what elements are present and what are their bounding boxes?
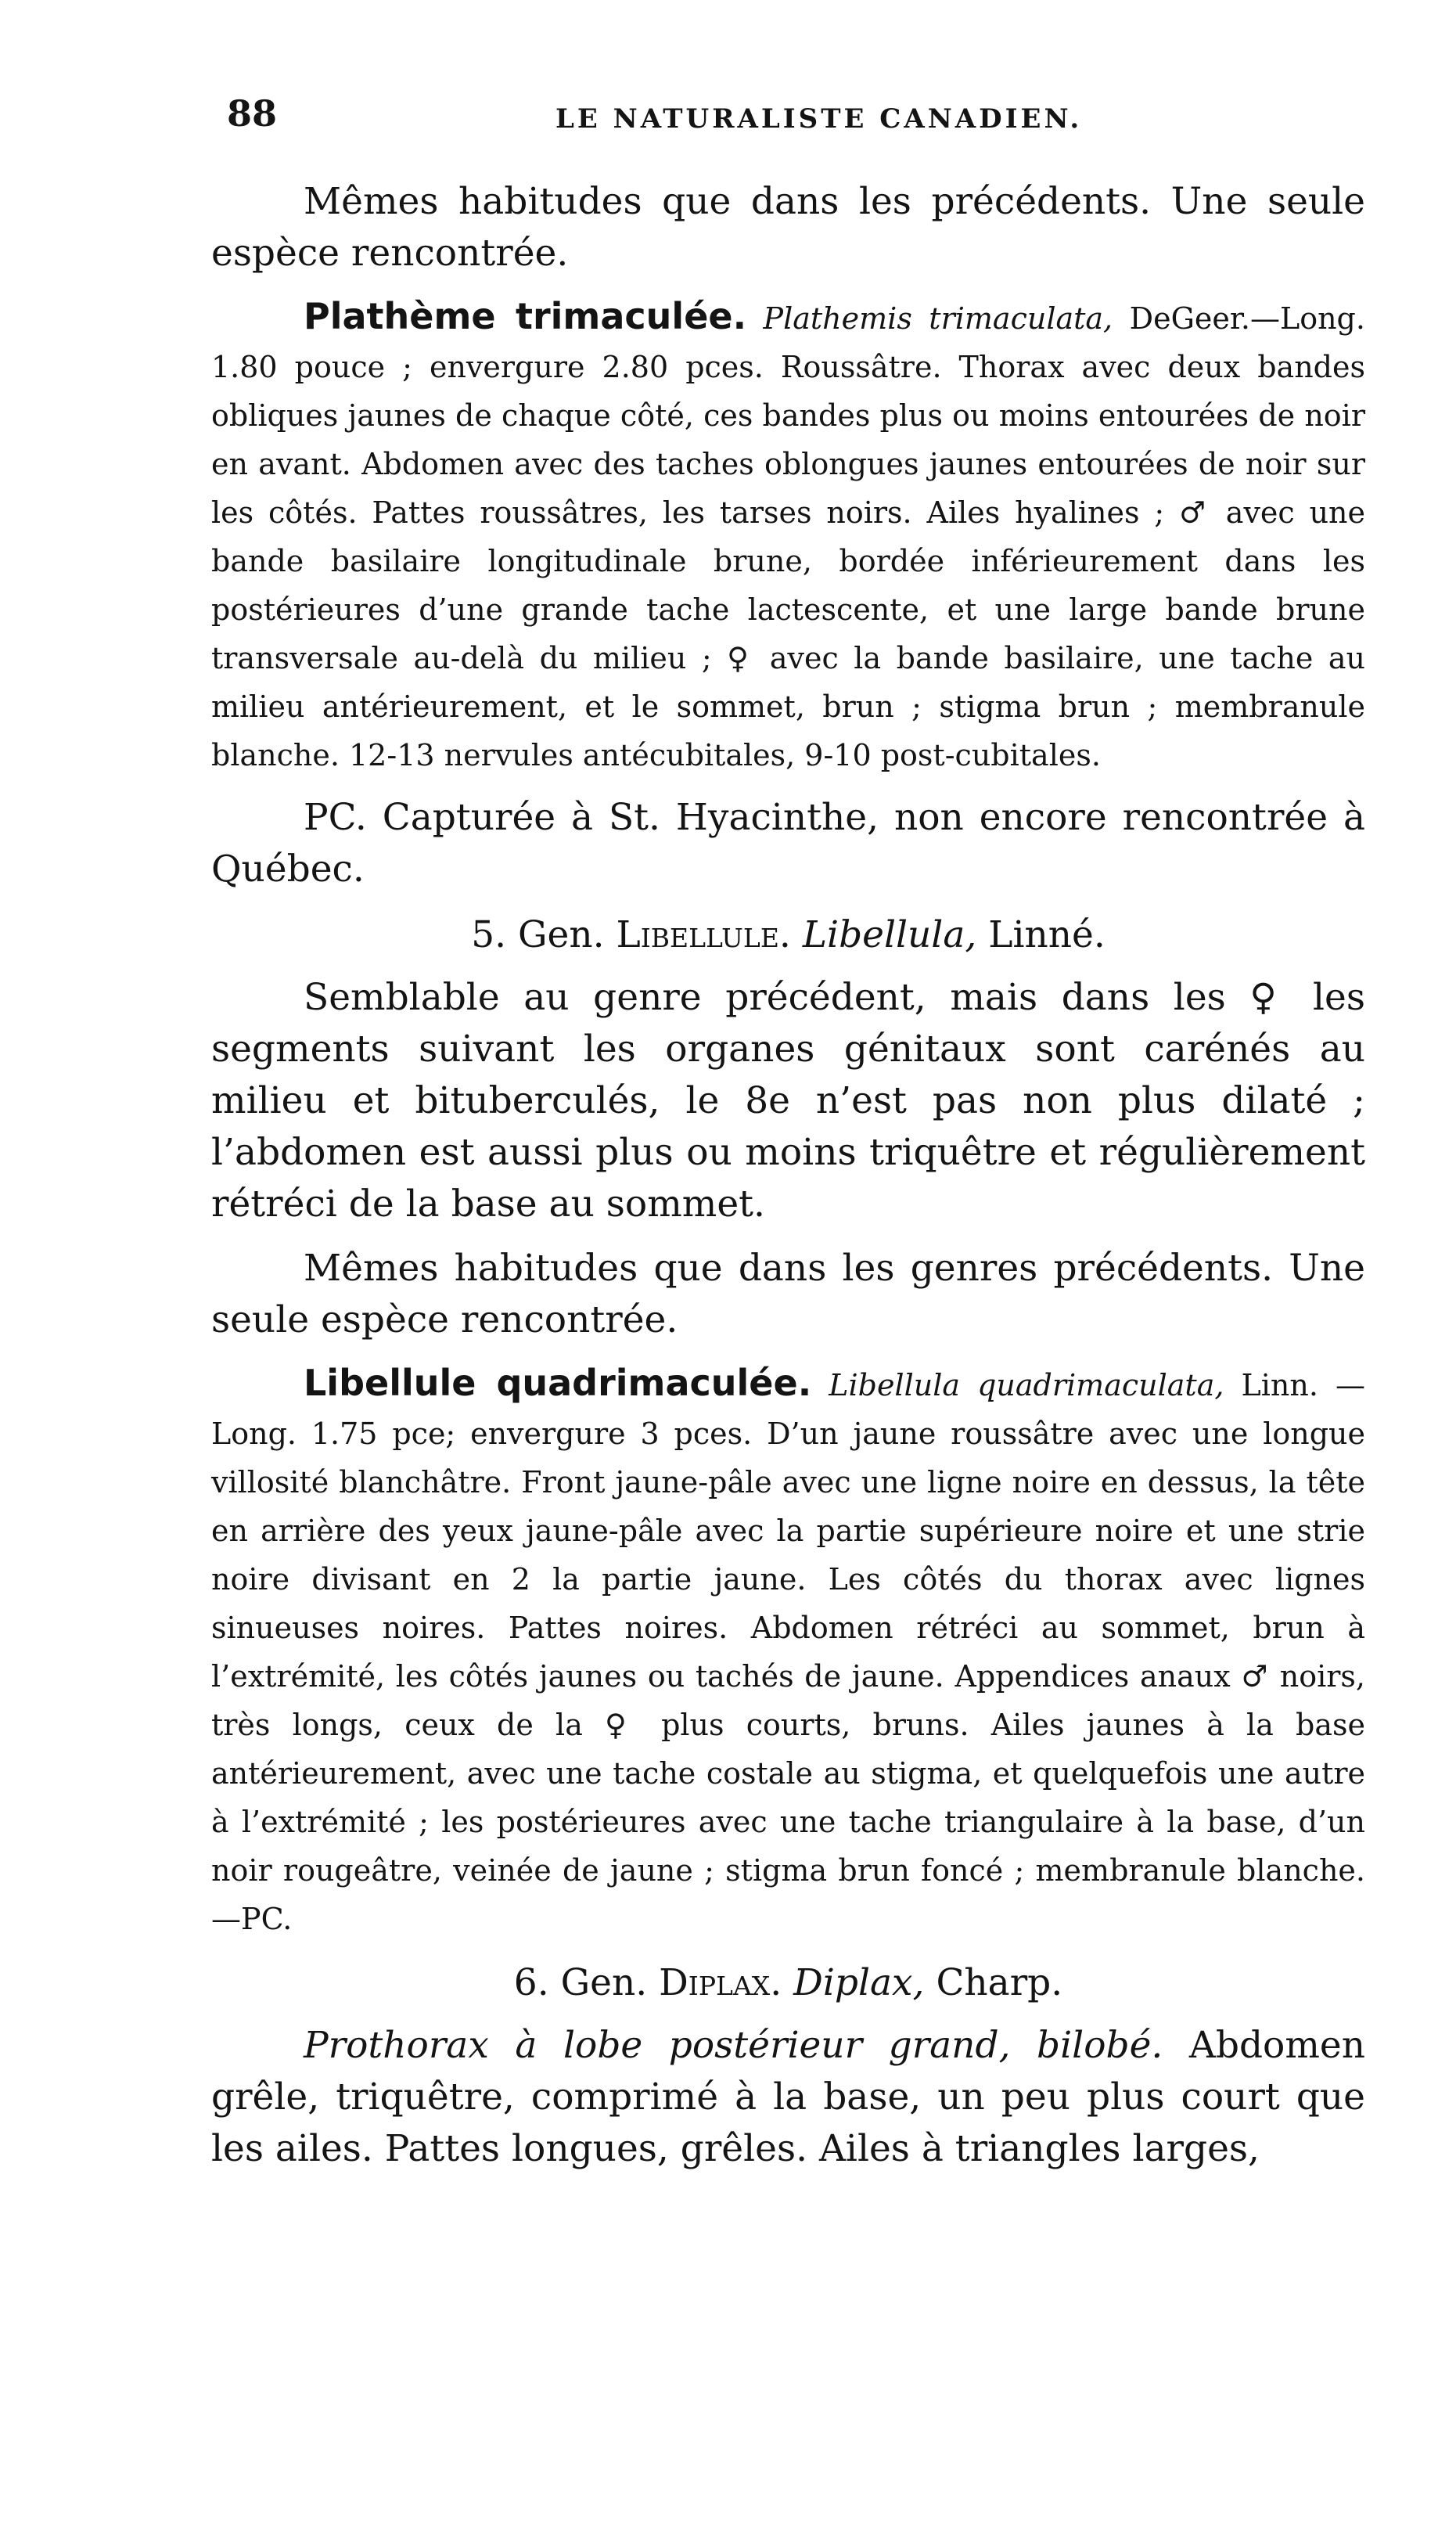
genus-heading-libellula xyxy=(211,909,1365,961)
page-number: 88 xyxy=(227,92,278,135)
species-description: Linn. —Long. 1.75 pce; envergure 3 pces. D’un jaune roussâtre avec une longue villosité blanchâtre. Front jaune-pâle avec une ligne noire en dessus, la tête en arrière des yeux jaune-pâle avec la partie supérieure noire et une strie noire divisant en 2 la partie jaune. Les côtés du thorax avec lignes sinueuses noires. Pattes noires. Abdomen rétréci au sommet, brun à l’extrémité, les côtés jaunes ou tachés de jaune. Appendices anaux ♂ noirs, très longs, ceux de la ♀ plus courts, bruns. Ailes jaunes à la base antérieurement, avec une tache costale au stigma, et quelquefois une autre à l’extrémité ; les postérieures avec une tache triangulaire à la base, d’un noir rougeâtre, veinée de jaune ; stigma brun foncé ; membranule blanche.—PC. xyxy=(211,1368,1365,1936)
genus-number: 6. Gen. xyxy=(513,1961,648,2004)
species-french-name: Plathème trimaculée. xyxy=(304,295,747,337)
genus-latin: Diplax, xyxy=(793,1961,925,2004)
genus-number: 5. Gen. xyxy=(471,913,605,956)
paragraph-habits-1: Mêmes habitudes que dans les précédents. Une seule espèce rencontrée. xyxy=(211,180,1365,275)
species-french-name: Libellule quadrimaculée. xyxy=(304,1362,812,1404)
species-latin-name: Libellula quadrimaculata, xyxy=(829,1368,1224,1402)
italic-phrase: Prothorax à lobe postérieur grand, bilobé. xyxy=(304,2024,1163,2067)
paragraph-genus-description: Semblable au genre précédent, mais dans les ♀ les segments suivant les organes génitaux sont carénés au milieu et bituberculés, le 8e n’est pas non plus dilaté ; l’abdomen est aussi plus ou moins triquêtre et régulièrement rétréci de la base au sommet. xyxy=(211,976,1365,1226)
running-head xyxy=(227,92,1369,147)
genus-latin: Libellula, xyxy=(802,913,977,956)
running-title: LE NATURALISTE CANADIEN. xyxy=(555,103,1083,135)
page-body xyxy=(211,176,1365,2175)
paragraph-diplax-description xyxy=(211,2020,1365,2175)
species-description: DeGeer.—Long. 1.80 pouce ; envergure 2.80 pces. Roussâtre. Thorax avec deux bandes obliques jaunes de chaque côté, ces bandes plus ou moins entourées de noir en avant. Abdomen avec des taches oblongues jaunes entourées de noir sur les côtés. Pattes roussâtres, les tarses noirs. Ailes hyalines ; ♂ avec une bande basilaire longitudinale brune, bordée inférieurement dans les postérieures d’une grande tache lactescente, et une large bande brune transversale au-delà du milieu ; ♀ avec la bande basilaire, une tache au milieu antérieurement, et le sommet, brun ; stigma brun ; membranule blanche. 12-13 nervules antécubitales, 9-10 post-cubitales. xyxy=(211,301,1365,772)
paragraph-capture-note: PC. Capturée à St. Hyacinthe, non encore rencontrée à Québec. xyxy=(211,796,1365,891)
genus-author: Charp. xyxy=(936,1961,1063,2004)
paragraph-text: Abdomen grêle, triquêtre, comprimé à la base, un peu plus court que les ailes. Pattes longues, grêles. Ailes à triangles larges, xyxy=(211,2024,1365,2170)
species-entry-plathemis xyxy=(211,292,1365,779)
genus-author: Linné. xyxy=(988,913,1105,956)
genus-heading-diplax xyxy=(211,1957,1365,2009)
species-entry-libellula xyxy=(211,1359,1365,1943)
genus-name: Libellule. xyxy=(616,913,791,956)
genus-name: Diplax. xyxy=(659,1961,782,2004)
paragraph-habits-2: Mêmes habitudes que dans les genres précédents. Une seule espèce rencontrée. xyxy=(211,1247,1365,1341)
species-latin-name: Plathemis trimaculata, xyxy=(763,301,1113,336)
